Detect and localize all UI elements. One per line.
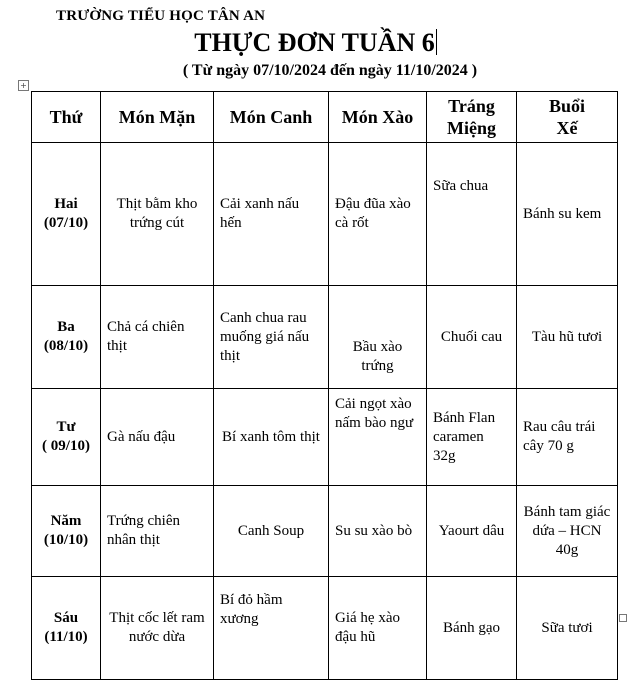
stirfry-cell: Đậu đũa xào cà rốt: [329, 143, 427, 286]
stirfry-cell: Bầu xào trứng: [329, 286, 427, 389]
stirfry-cell: Cải ngọt xào nấm bào ngư: [329, 389, 427, 486]
header-day: Thứ: [32, 92, 101, 143]
table-header-row: [32, 92, 618, 143]
school-name: TRƯỜNG TIỂU HỌC TÂN AN: [56, 8, 266, 24]
salty-cell: Trứng chiên nhân thịt: [101, 486, 214, 577]
day-cell: [32, 143, 101, 286]
day-cell: [32, 286, 101, 389]
day-cell: [32, 486, 101, 577]
afternoon-cell: Bánh tam giác dứa – HCN 40g: [517, 486, 618, 577]
menu-title: [0, 28, 631, 58]
day-date: (07/10): [43, 215, 89, 231]
day-name: Ba: [57, 319, 75, 335]
day-date: (11/10): [44, 629, 88, 645]
salty-cell: Thịt cốc lết ram nước dừa: [101, 577, 214, 680]
header-afternoon: Buổi Xế: [517, 92, 618, 143]
stirfry-cell: Giá hẹ xào đậu hũ: [329, 577, 427, 680]
table-row: [32, 389, 618, 486]
header-salty: Món Mặn: [101, 92, 214, 143]
afternoon-cell: Tàu hũ tươi: [517, 286, 618, 389]
text-cursor: [436, 29, 437, 55]
table-row: [32, 143, 618, 286]
day-date: (10/10): [43, 532, 89, 548]
dessert-cell: Sữa chua: [427, 143, 517, 286]
day-date: ( 09/10): [42, 438, 90, 454]
afternoon-cell: Sữa tươi: [517, 577, 618, 680]
table-row: [32, 577, 618, 680]
afternoon-cell: Bánh su kem: [517, 143, 618, 286]
day-cell: [32, 389, 101, 486]
afternoon-cell: Rau câu trái cây 70 g: [517, 389, 618, 486]
salty-cell: Gà nấu đậu: [101, 389, 214, 486]
day-name: Sáu: [53, 610, 79, 626]
soup-cell: Cải xanh nấu hến: [214, 143, 329, 286]
soup-cell: Bí xanh tôm thịt: [214, 389, 329, 486]
menu-title-text: THỰC ĐƠN TUẦN 6: [194, 28, 435, 57]
day-name: Hai: [54, 196, 78, 212]
salty-cell: Thịt bằm kho trứng cút: [101, 143, 214, 286]
day-name: Năm: [50, 513, 82, 529]
dessert-cell: Chuối cau: [427, 286, 517, 389]
table-row: [32, 486, 618, 577]
dessert-cell: Yaourt dâu: [427, 486, 517, 577]
salty-cell: Chả cá chiên thịt: [101, 286, 214, 389]
header-dessert: Tráng Miệng: [427, 92, 517, 143]
header-stirfry: Món Xào: [329, 92, 427, 143]
day-cell: [32, 577, 101, 680]
dessert-cell: Bánh Flan caramen 32g: [427, 389, 517, 486]
date-range: ( Từ ngày 07/10/2024 đến ngày 11/10/2024 ): [182, 62, 478, 79]
day-date: (08/10): [43, 338, 89, 354]
table-move-handle-icon[interactable]: +: [18, 80, 29, 91]
dessert-cell: Bánh gạo: [427, 577, 517, 680]
soup-cell: Canh chua rau muống giá nấu thịt: [214, 286, 329, 389]
table-resize-handle-icon[interactable]: [619, 614, 627, 622]
weekly-menu-table: [31, 91, 618, 680]
soup-cell: Bí đỏ hầm xương: [214, 577, 329, 680]
stirfry-cell: Su su xào bò: [329, 486, 427, 577]
header-soup: Món Canh: [214, 92, 329, 143]
day-name: Tư: [56, 419, 76, 435]
table-row: [32, 286, 618, 389]
soup-cell: Canh Soup: [214, 486, 329, 577]
